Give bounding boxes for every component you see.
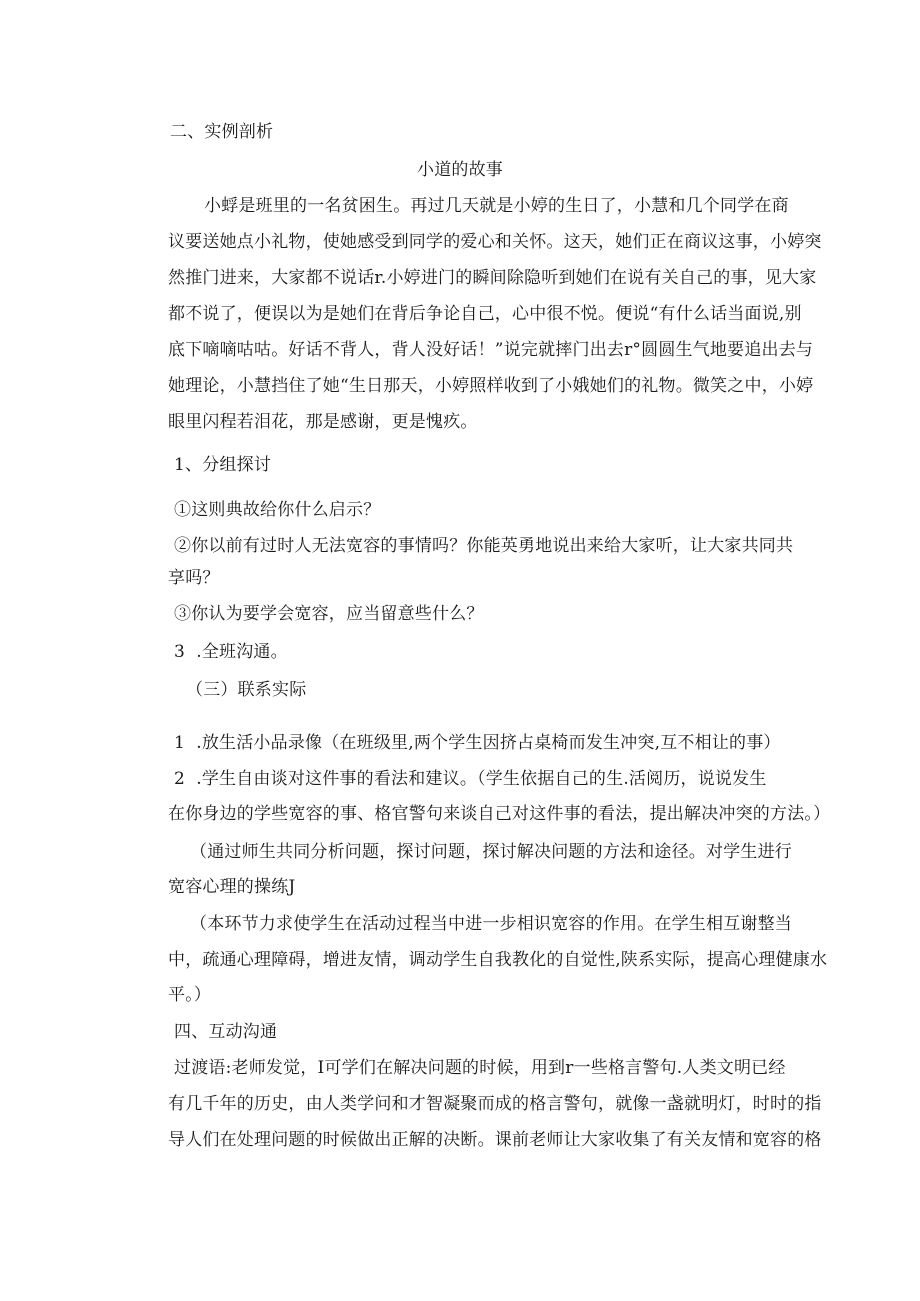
note-1: （通过师生共同分析问题，探讨问题，探讨解决问题的方法和途径。对学生进行 [190, 842, 792, 862]
item-2: 2 .学生自由谈对这件事的看法和建议。（学生依据自己的生.活阅历，说说发生 [174, 769, 767, 789]
item-2-cont: 在你身边的学些宽容的事、格官警句来谈自己对这件事的看法，提出解决冲突的方法。） [168, 804, 831, 824]
transition-line: 过渡语:老师发觉，I可学们在解决问题的时候，用到r一些格言警句.人类文明已经 [174, 1058, 786, 1078]
story-line: 小蜉是班里的一名贫困生。再过几天就是小婷的生日了，小慧和几个同学在商 [204, 196, 789, 216]
section2-heading: 二、实例剖析 [170, 122, 274, 142]
transition-line: 有几千年的历史，由人类学问和才智凝聚而成的格言警句，就像一盏就明灯，时时的指 [168, 1094, 822, 1114]
note-1-cont: 宽容心理的操练J [168, 877, 296, 897]
story-line: 她理论，小慧挡住了她“生日那天，小婷照样收到了小娥她们的礼物。微笑之中，小婷 [168, 376, 814, 396]
story-line: 议要送她点小礼物，使她感受到同学的爱心和关怀。这天，她们正在商议这事，小婷突 [168, 232, 822, 252]
story-title: 小道的故事 [417, 160, 503, 180]
question-1: ①这则典故给你什么启示？ [174, 500, 381, 520]
note-2-cont: 平。） [168, 985, 212, 1005]
group-discussion-heading: 1、分组探讨 [174, 455, 272, 475]
transition-line: 导人们在处理问题的时候做出正解的决断。课前老师让大家收集了有关友情和宽容的格 [168, 1130, 822, 1150]
section3-heading: （三）联系实际 [186, 680, 307, 700]
note-2: （本环节力求使学生在活动过程当中进一步相识宽容的作用。在学生相互谢整当 [190, 914, 792, 934]
question-2: ②你以前有过时人无法宽容的事情吗？你能英勇地说出来给大家听，让大家共同共 [174, 536, 794, 556]
story-line: 都不说了，便误以为是她们在背后争论自己，心中很不悦。便说“有什么话当面说,别 [168, 304, 802, 324]
story-line: 眼里闪程若泪花，那是感谢，更是愧疚。 [168, 412, 478, 432]
question-3: ③你认为要学会宽容，应当留意些什么？ [174, 604, 484, 624]
question-2-cont: 享吗？ [168, 568, 220, 588]
section4-heading: 四、互动沟通 [174, 1022, 278, 1042]
item-1: 1 .放生活小品录像（在班级里,两个学生因挤占桌椅而发生冲突,互不相让的事） [174, 733, 781, 753]
note-2-cont: 中，疏通心理障碍，增进友情，调动学生自我教化的自觉性,陕系实际，提高心理健康水 [168, 950, 828, 970]
class-communication: 3 .全班沟通。 [174, 642, 288, 662]
story-line: 然推门进来，大家都不说话r.小婷进门的瞬间除隐听到她们在说有关自己的事，见大家 [168, 268, 817, 288]
story-line: 底下嘀嘀咕咕。好话不背人，背人没好话！”说完就摔门出去r°圆圆生气地要追出去与 [168, 340, 814, 360]
